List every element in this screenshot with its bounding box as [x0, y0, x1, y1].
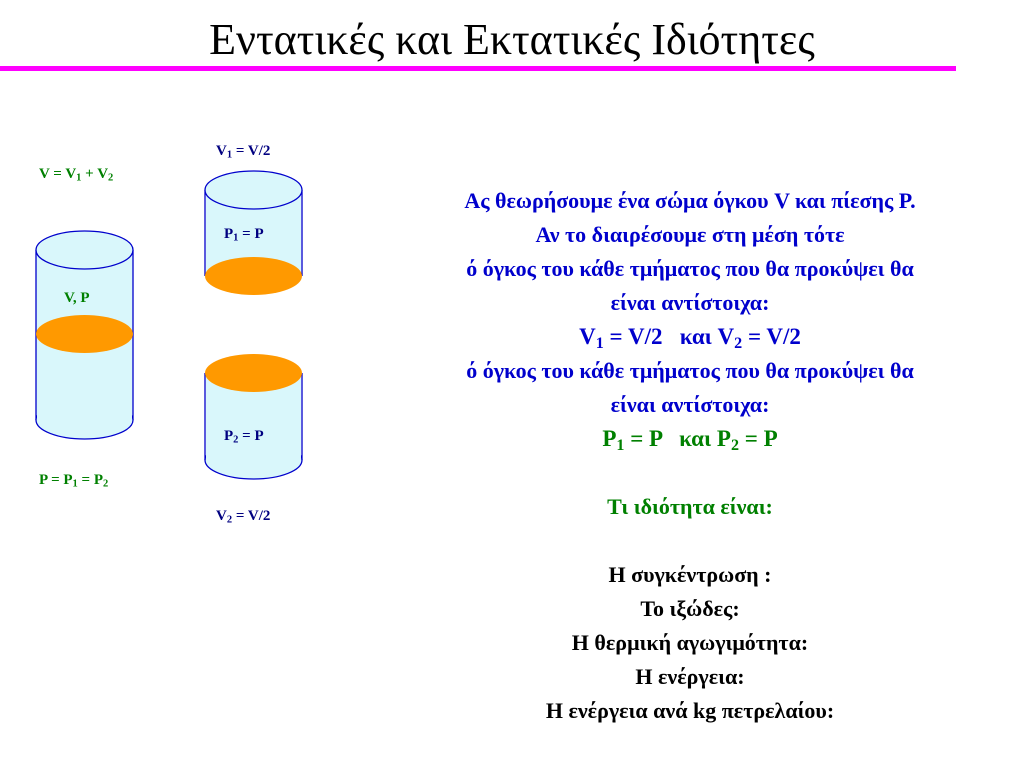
volume-pressure-label: V, P: [64, 290, 90, 306]
p2-label: $P_2 = P$: [224, 428, 264, 446]
total-pressure-label: $P = P_1 = P_2$: [39, 472, 109, 490]
text-line-4: είναι αντίστοιχα:: [610, 290, 770, 315]
pressure-equation: $P_1 = P$ και $P_2 = P$: [602, 426, 778, 455]
text-line-3: ό όγκος του κάθε τμήματος που θα προκύψει θα: [466, 256, 914, 281]
text-line-6: είναι αντίστοιχα:: [610, 392, 770, 417]
total-volume-label: $V = V_1 + V_2$: [39, 166, 114, 184]
full-cylinder-top: [36, 231, 133, 269]
property-concentration: Η συγκέντρωση :: [608, 562, 772, 587]
property-viscosity: Το ιξώδες:: [640, 596, 740, 621]
property-energy: Η ενέργεια:: [635, 664, 745, 689]
property-energy-per-kg: Η ενέργεια ανά kg πετρελαίου:: [545, 698, 835, 723]
page-title: Εντατικές και Εκτατικές Ιδιότητες: [209, 15, 815, 64]
top-cylinder-lid: [205, 171, 302, 209]
p1-label: $P_1 = P$: [224, 226, 264, 244]
bottom-cylinder-liquid: [205, 354, 302, 392]
half-cylinder-bottom: [205, 354, 302, 479]
v1-label: $V_1 = V/2$: [216, 143, 271, 161]
explanation-text: [380, 184, 1000, 728]
full-cylinder: [36, 231, 133, 439]
text-line-5: ό όγκος του κάθε τμήματος που θα προκύψει θα: [466, 358, 914, 383]
text-line-1: Ας θεωρήσουμε ένα σώμα όγκου V και πίεσης P.: [464, 188, 916, 213]
property-thermal-conductivity: Η θερμική αγωγιμότητα:: [571, 630, 809, 655]
top-cylinder-liquid: [205, 257, 302, 295]
v2-label: $V_2 = V/2$: [216, 508, 271, 526]
text-line-2: Αν το διαιρέσουμε στη μέση τότε: [535, 222, 845, 247]
volume-equation: $V_1 = V/2$ και $V_2 = V/2$: [579, 324, 801, 353]
full-cylinder-liquid-surface: [36, 315, 133, 353]
question-heading: Τι ιδιότητα είναι:: [607, 494, 773, 519]
